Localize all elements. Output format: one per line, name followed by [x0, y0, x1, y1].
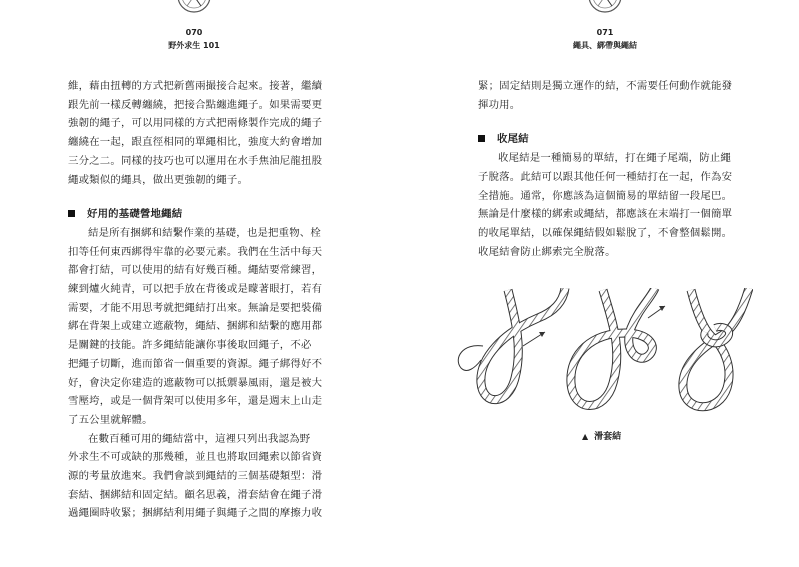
- square-bullet-icon: [478, 135, 485, 142]
- slip-knot-illustration: [453, 288, 753, 423]
- paragraph: [68, 430, 330, 524]
- text-line: 纏繞在一起，跟直徑相同的單繩相比，強度大約會增加: [68, 136, 323, 149]
- text-line: 揮功用。: [478, 98, 521, 111]
- section-heading-text: 好用的基礎營地繩結: [87, 208, 183, 221]
- running-head: 繩具、綁帶與繩結: [573, 41, 637, 50]
- text-line: 綁在背架上或建立遮蔽物，繩結、捆綁和結繫的應用都: [68, 320, 323, 333]
- page-number: 071: [596, 28, 614, 37]
- compass-logo-icon: [585, 0, 625, 20]
- text-line: 結是所有捆綁和結繫作業的基礎，也是把重物、栓: [88, 226, 321, 239]
- text-line: 跟先前一樣反轉纏繞，把接合點纏進繩子。如果需要更: [68, 98, 323, 111]
- text-line: 收尾結是一種簡易的單結，打在繩子尾端，防止繩: [498, 152, 731, 165]
- figure-caption: [582, 429, 621, 442]
- paragraph: [478, 149, 736, 261]
- text-line: 強韌的繩子，可以用同樣的方式把兩條製作完成的繩子: [68, 117, 323, 130]
- knot-step-2-icon: [571, 288, 665, 406]
- paragraph: [68, 224, 330, 430]
- running-head: 野外求生 101: [168, 41, 220, 50]
- right-body-text: [478, 77, 736, 261]
- section-heading-text: 收尾結: [497, 133, 529, 146]
- text-line: 源的考量放進來。我們會談到繩結的三個基礎類型：滑: [68, 470, 323, 483]
- text-line: 都會打結，可以使用的結有好幾百種。繩結要常練習，: [68, 264, 323, 277]
- text-line: 維，藉由扭轉的方式把新舊兩撮接合起來。接著，繼續: [68, 80, 323, 92]
- knot-step-3-icon: [683, 288, 749, 407]
- compass-logo-icon: [174, 0, 214, 20]
- paragraph: [68, 77, 330, 189]
- text-line: 三分之二。同樣的技巧也可以運用在水手焦油尼龍扭股: [68, 154, 323, 167]
- page-number: 070: [185, 28, 203, 37]
- text-line: 過繩圈時收緊；捆綁結利用繩子與繩子之間的摩擦力收: [68, 507, 323, 520]
- text-line: 的收尾單結，以確保繩結假如鬆脫了，不會整個鬆開。: [478, 226, 733, 239]
- text-line: 好，會決定你建造的遮蔽物可以抵禦暴風雨，還是被大: [68, 376, 323, 389]
- text-line: 需要，才能不用思考就把繩結打出來。無論是要把裝備: [68, 301, 323, 314]
- section-heading: [478, 130, 736, 149]
- text-line: 緊；固定結則是獨立運作的結，不需要任何動作就能發: [478, 80, 733, 92]
- text-line: 套結、捆綁結和固定結。顧名思義，滑套結會在繩子滑: [68, 488, 323, 501]
- text-line: 練到爐火純青，可以把手放在背後或是矇著眼打，若有: [68, 283, 323, 296]
- paragraph: [478, 77, 736, 114]
- figure-caption-text: 滑套結: [594, 432, 622, 442]
- text-line: 外求生不可或缺的那幾種，並且也將取回繩索以節省資: [68, 451, 323, 464]
- text-line: 把繩子切斷，進而節省一個重要的資源。繩子綁得好不: [68, 357, 323, 370]
- text-line: 了五公里就解體。: [68, 413, 153, 426]
- text-line: 扣等任何東西綁得牢靠的必要元素。我們在生活中每天: [68, 245, 323, 258]
- text-line: 繩或類似的繩具，做出更強韌的繩子。: [68, 173, 249, 186]
- text-line: 收尾結會防止綁索完全脫落。: [478, 245, 616, 258]
- square-bullet-icon: [68, 210, 75, 217]
- knot-step-1-icon: [458, 288, 565, 400]
- right-page: [400, 0, 799, 567]
- text-line: 全措施。通常，你應該為這個簡易的單結留一段尾巴。: [478, 189, 733, 202]
- text-line: 在數百種可用的繩結當中，這裡只列出我認為野: [88, 432, 311, 445]
- section-heading: [68, 205, 330, 224]
- triangle-marker-icon: ▲: [582, 432, 589, 441]
- text-line: 無論是什麼樣的綁索或繩結，都應該在末端打一個簡單: [478, 208, 733, 221]
- text-line: 子脫落。此結可以跟其他任何一種結打在一起，作為安: [478, 170, 733, 183]
- text-line: 是關鍵的技能。許多繩結能讓你事後取回繩子，不必: [68, 339, 312, 352]
- text-line: 雪壓垮，或是一個背架可以使用多年，還是週末上山走: [68, 395, 323, 408]
- left-body-text: [68, 77, 330, 523]
